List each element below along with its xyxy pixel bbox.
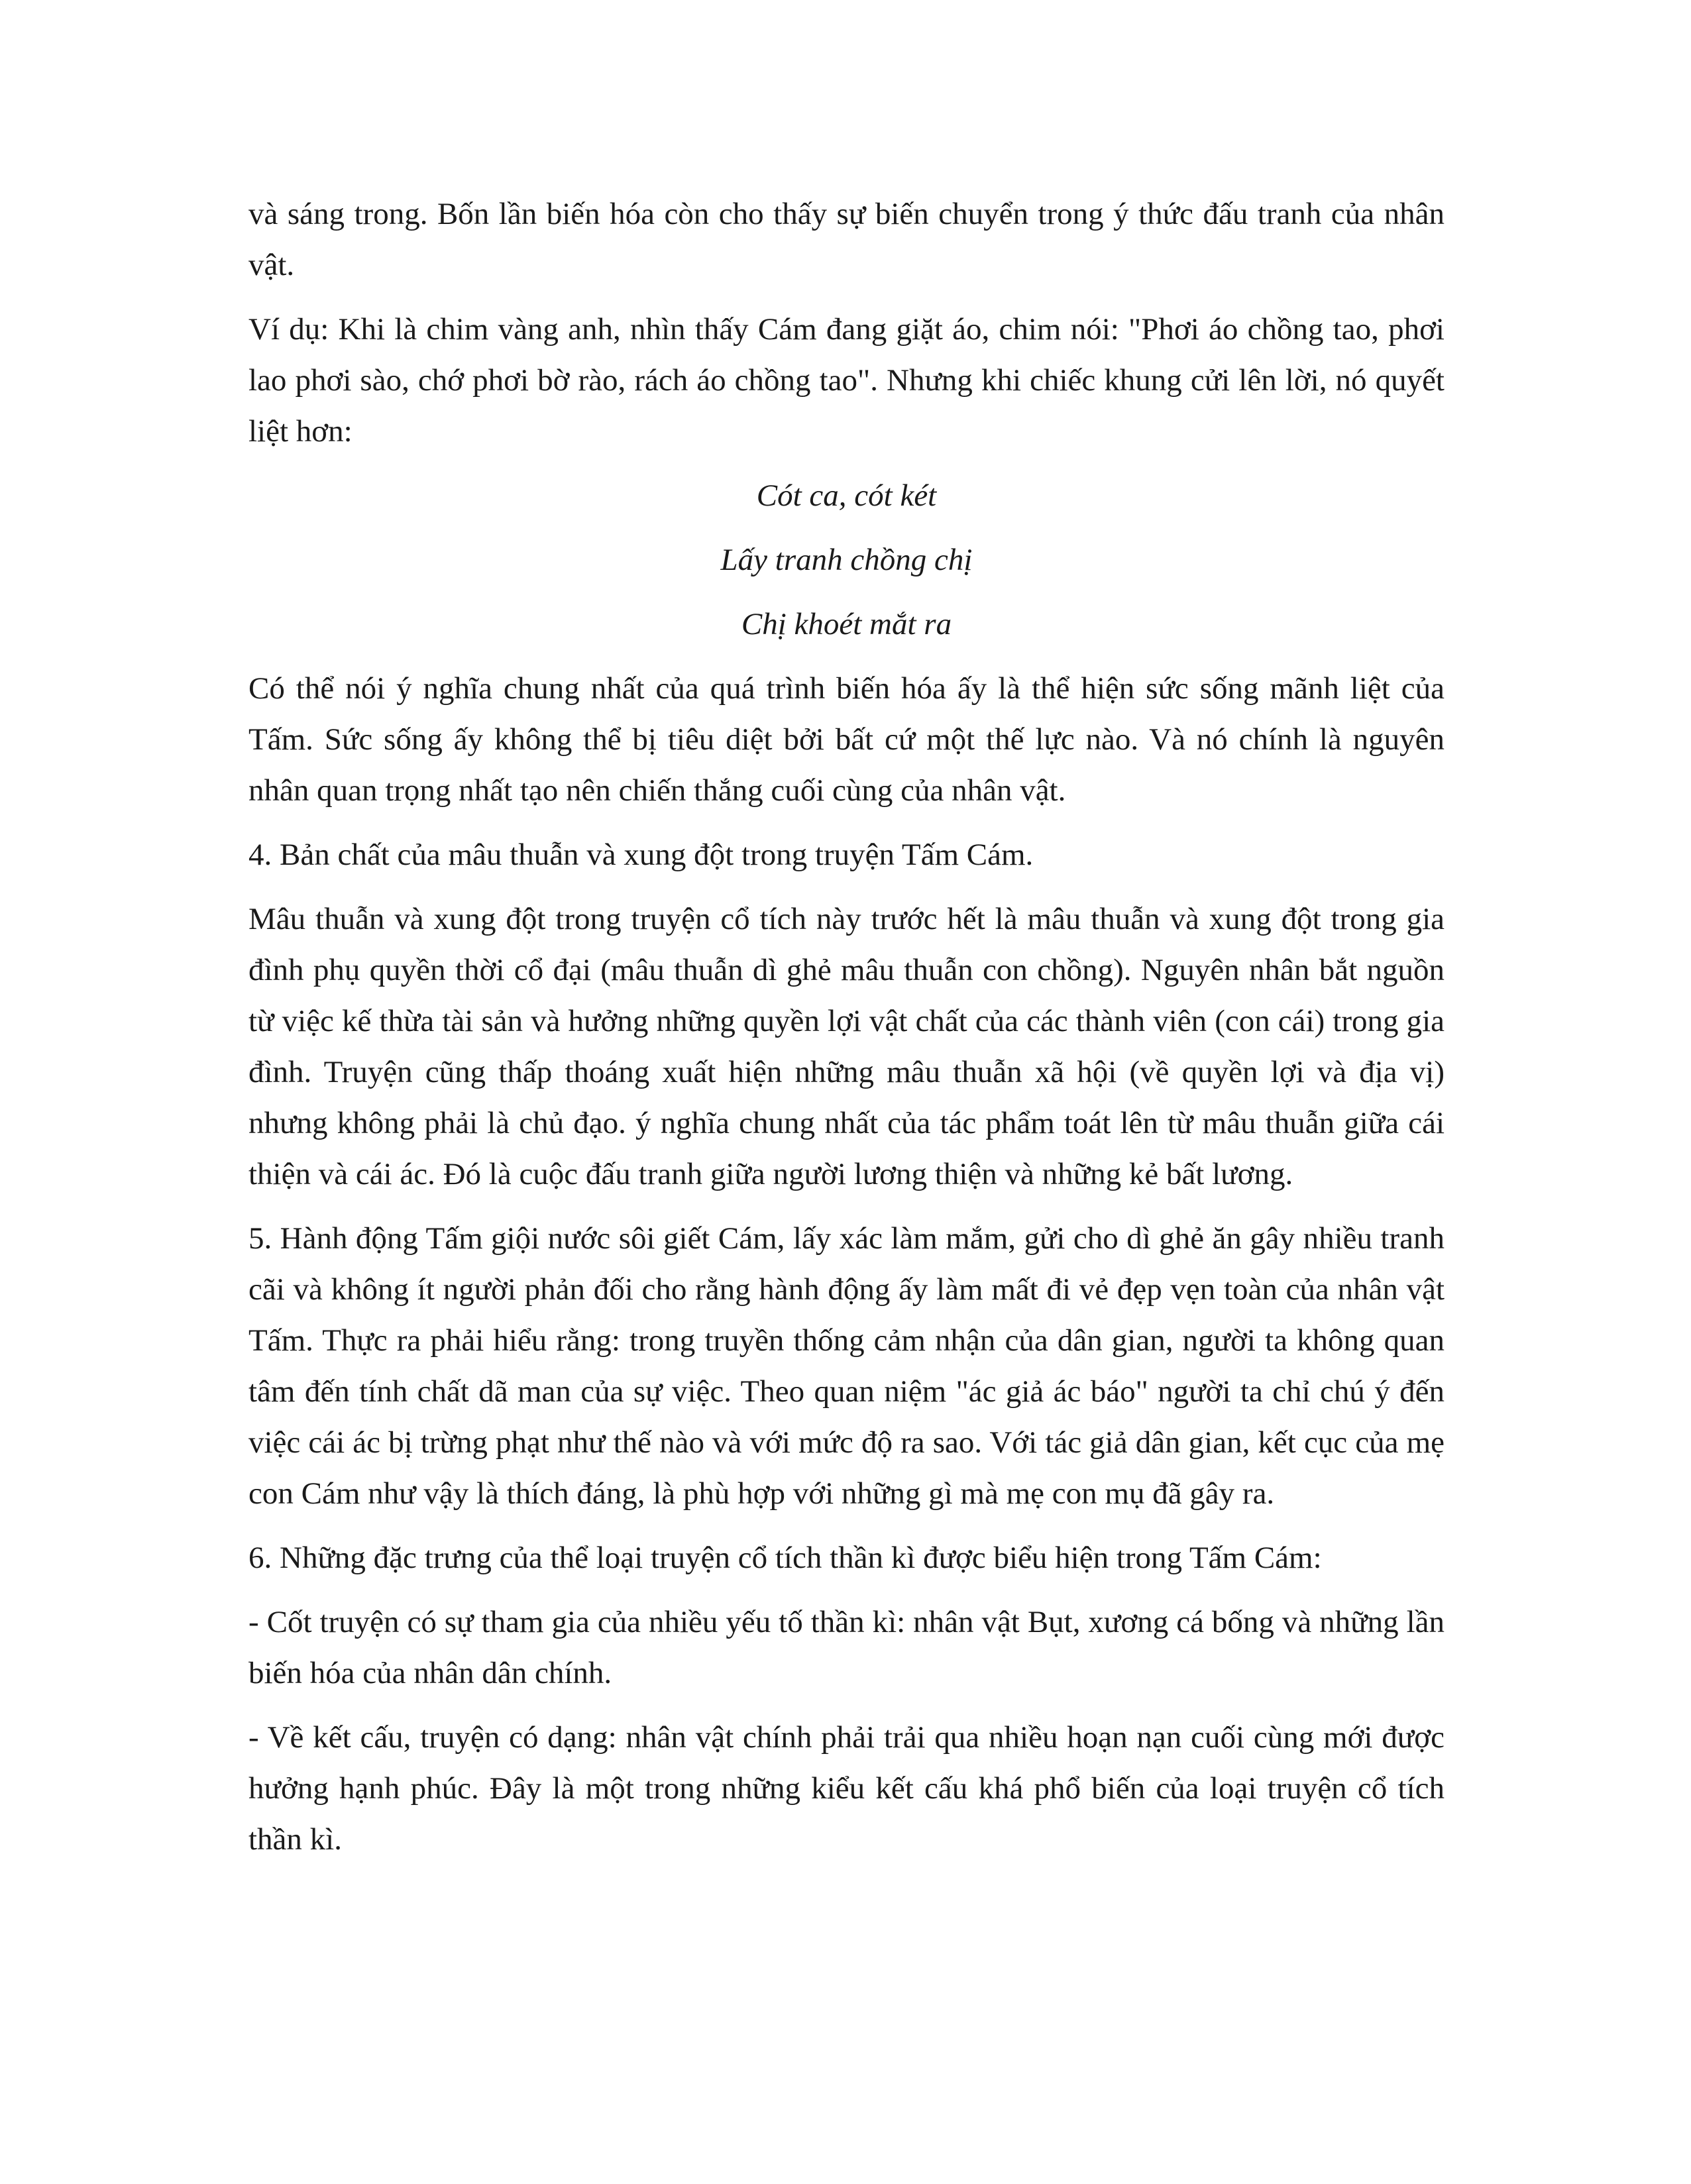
document-body (248, 189, 1445, 1879)
section-5-paragraph: 5. Hành động Tấm giội nước sôi giết Cám, lấy xác làm mắm, gửi cho dì ghẻ ăn gây nhiều tranh cãi và không ít người phản đối cho rằng hành động ấy làm mất đi vẻ đẹp vẹn toàn của nhân vật Tấm. Thực ra phải hiểu rằng: trong truyền thống cảm nhận của dân gian, người ta không quan tâm đến tính chất dã man của sự việc. Theo quan niệm "ác giả ác báo" người ta chỉ chú ý đến việc cái ác bị trừng phạt như thế nào và với mức độ ra sao. Với tác giả dân gian, kết cục của mẹ con Cám như vậy là thích đáng, là phù hợp với những gì mà mẹ con mụ đã gây ra. (248, 1221, 1445, 1511)
meaning-paragraph: Có thể nói ý nghĩa chung nhất của quá trình biến hóa ấy là thể hiện sức sống mãnh liệt của Tấm. Sức sống ấy không thể bị tiêu diệt bởi bất cứ một thế lực nào. Và nó chính là nguyên nhân quan trọng nhất tạo nên chiến thắng cuối cùng của nhân vật. (248, 671, 1445, 808)
section-6-heading: 6. Những đặc trưng của thể loại truyện cổ tích thần kì được biểu hiện trong Tấm Cám: (248, 1541, 1322, 1575)
intro-paragraph: và sáng trong. Bốn lần biến hóa còn cho thấy sự biến chuyển trong ý thức đấu tranh của nhân vật. (248, 197, 1445, 282)
section-4-paragraph: Mâu thuẫn và xung đột trong truyện cổ tích này trước hết là mâu thuẫn và xung đột trong gia đình phụ quyền thời cổ đại (mâu thuẫn dì ghẻ mâu thuẫn con chồng). Nguyên nhân bắt nguồn từ việc kế thừa tài sản và hưởng những quyền lợi vật chất của các thành viên (con cái) trong gia đình. Truyện cũng thấp thoáng xuất hiện những mâu thuẫn xã hội (về quyền lợi và địa vị) nhưng không phải là chủ đạo. ý nghĩa chung nhất của tác phẩm toát lên từ mâu thuẫn giữa cái thiện và cái ác. Đó là cuộc đấu tranh giữa người lương thiện và những kẻ bất lương. (248, 902, 1445, 1191)
verse-block (248, 470, 1445, 650)
section-6-bullet-1: - Cốt truyện có sự tham gia của nhiều yếu tố thần kì: nhân vật Bụt, xương cá bống và những lần biến hóa của nhân dân chính. (248, 1605, 1445, 1690)
verse-line-1: Cót ca, cót két (756, 478, 937, 513)
verse-line-3: Chị khoét mắt ra (741, 607, 952, 641)
section-6-bullet-2: - Về kết cấu, truyện có dạng: nhân vật chính phải trải qua nhiều hoạn nạn cuối cùng mới được hưởng hạnh phúc. Đây là một trong những kiểu kết cấu khá phổ biến của loại truyện cổ tích thần kì. (248, 1720, 1445, 1857)
section-4-heading: 4. Bản chất của mâu thuẫn và xung đột trong truyện Tấm Cám. (248, 838, 1034, 872)
verse-line-2: Lấy tranh chồng chị (720, 543, 973, 577)
example-paragraph: Ví dụ: Khi là chim vàng anh, nhìn thấy Cám đang giặt áo, chim nói: "Phơi áo chồng tao, phơi lao phơi sào, chớ phơi bờ rào, rách áo chồng tao". Nhưng khi chiếc khung cửi lên lời, nó quyết liệt hơn: (248, 312, 1445, 449)
